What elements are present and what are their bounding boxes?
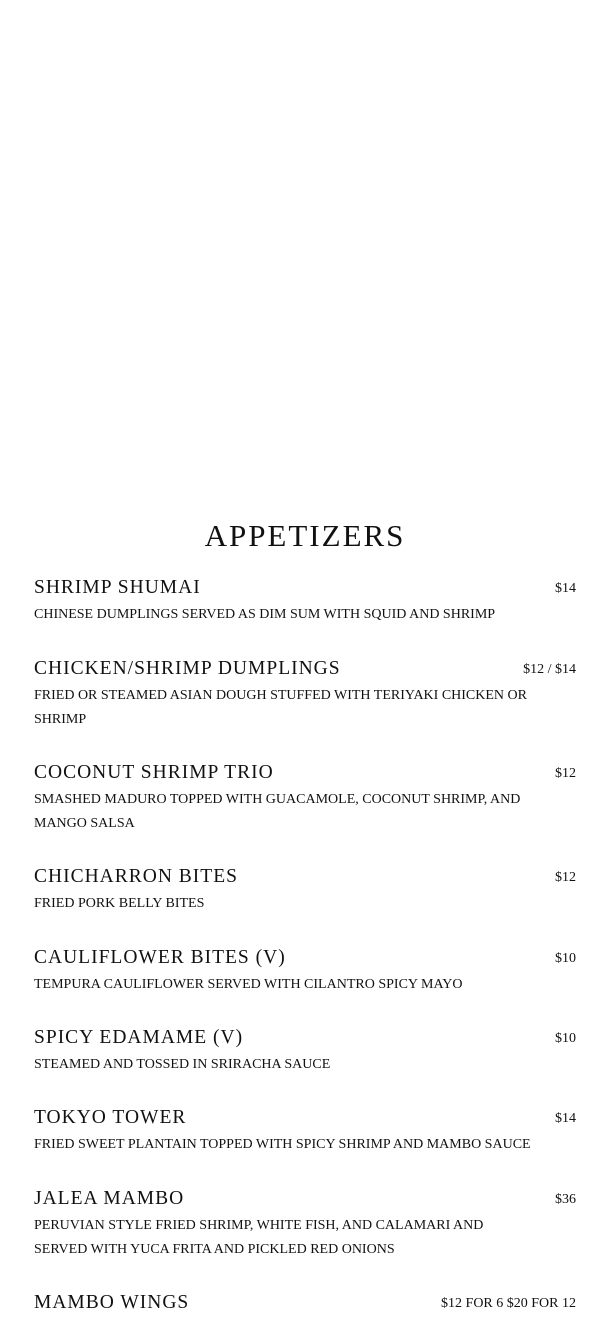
item-description: FRIED OR STEAMED ASIAN DOUGH STUFFED WITH TERIYAKI CHICKEN OR SHRIMP	[34, 688, 527, 727]
menu-item	[34, 1023, 576, 1077]
menu-item	[34, 862, 576, 916]
menu-item	[34, 1184, 576, 1262]
item-price: $12 FOR 6 $20 FOR 12	[441, 1296, 576, 1311]
menu-item	[34, 943, 576, 997]
item-name: JALEA MAMBO	[34, 1188, 185, 1209]
section-title: APPETIZERS	[204, 517, 406, 553]
item-name: COCONUT SHRIMP TRIO	[34, 762, 274, 783]
item-price: $12 / $14	[523, 662, 576, 677]
item-name: CHICHARRON BITES	[34, 866, 238, 887]
item-description: FRIED PORK BELLY BITES	[34, 896, 205, 911]
item-name: MAMBO WINGS	[34, 1292, 190, 1313]
item-price: $36	[555, 1192, 576, 1207]
item-name: SPICY EDAMAME (V)	[34, 1027, 244, 1048]
item-name: SHRIMP SHUMAI	[34, 577, 201, 598]
item-name: TOKYO TOWER	[34, 1107, 187, 1128]
menu-item	[34, 654, 576, 732]
menu-item	[34, 573, 576, 627]
menu-item	[34, 1288, 576, 1318]
menu-item	[34, 1103, 576, 1157]
item-description: CHINESE DUMPLINGS SERVED AS DIM SUM WITH SQUID AND SHRIMP	[34, 607, 496, 622]
item-description: TEMPURA CAULIFLOWER SERVED WITH CILANTRO SPICY MAYO	[34, 977, 463, 992]
item-price: $10	[555, 1031, 576, 1046]
item-description: FRIED SWEET PLANTAIN TOPPED WITH SPICY SHRIMP AND MAMBO SAUCE	[34, 1137, 531, 1152]
item-price: $12	[555, 870, 576, 885]
item-name: CHICKEN/SHRIMP DUMPLINGS	[34, 658, 341, 679]
item-price: $14	[555, 581, 576, 596]
item-price: $12	[555, 766, 576, 781]
item-name: CAULIFLOWER BITES (V)	[34, 947, 286, 968]
item-description: SMASHED MADURO TOPPED WITH GUACAMOLE, COCONUT SHRIMP, AND MANGO SALSA	[34, 792, 521, 831]
menu-item	[34, 758, 576, 836]
item-description: PERUVIAN STYLE FRIED SHRIMP, WHITE FISH, AND CALAMARI AND SERVED WITH YUCA FRITA AND PICKLED RED ONIONS	[34, 1218, 484, 1257]
item-description: STEAMED AND TOSSED IN SRIRACHA SAUCE	[34, 1057, 331, 1072]
item-price: $10	[555, 951, 576, 966]
item-price: $14	[555, 1111, 576, 1126]
